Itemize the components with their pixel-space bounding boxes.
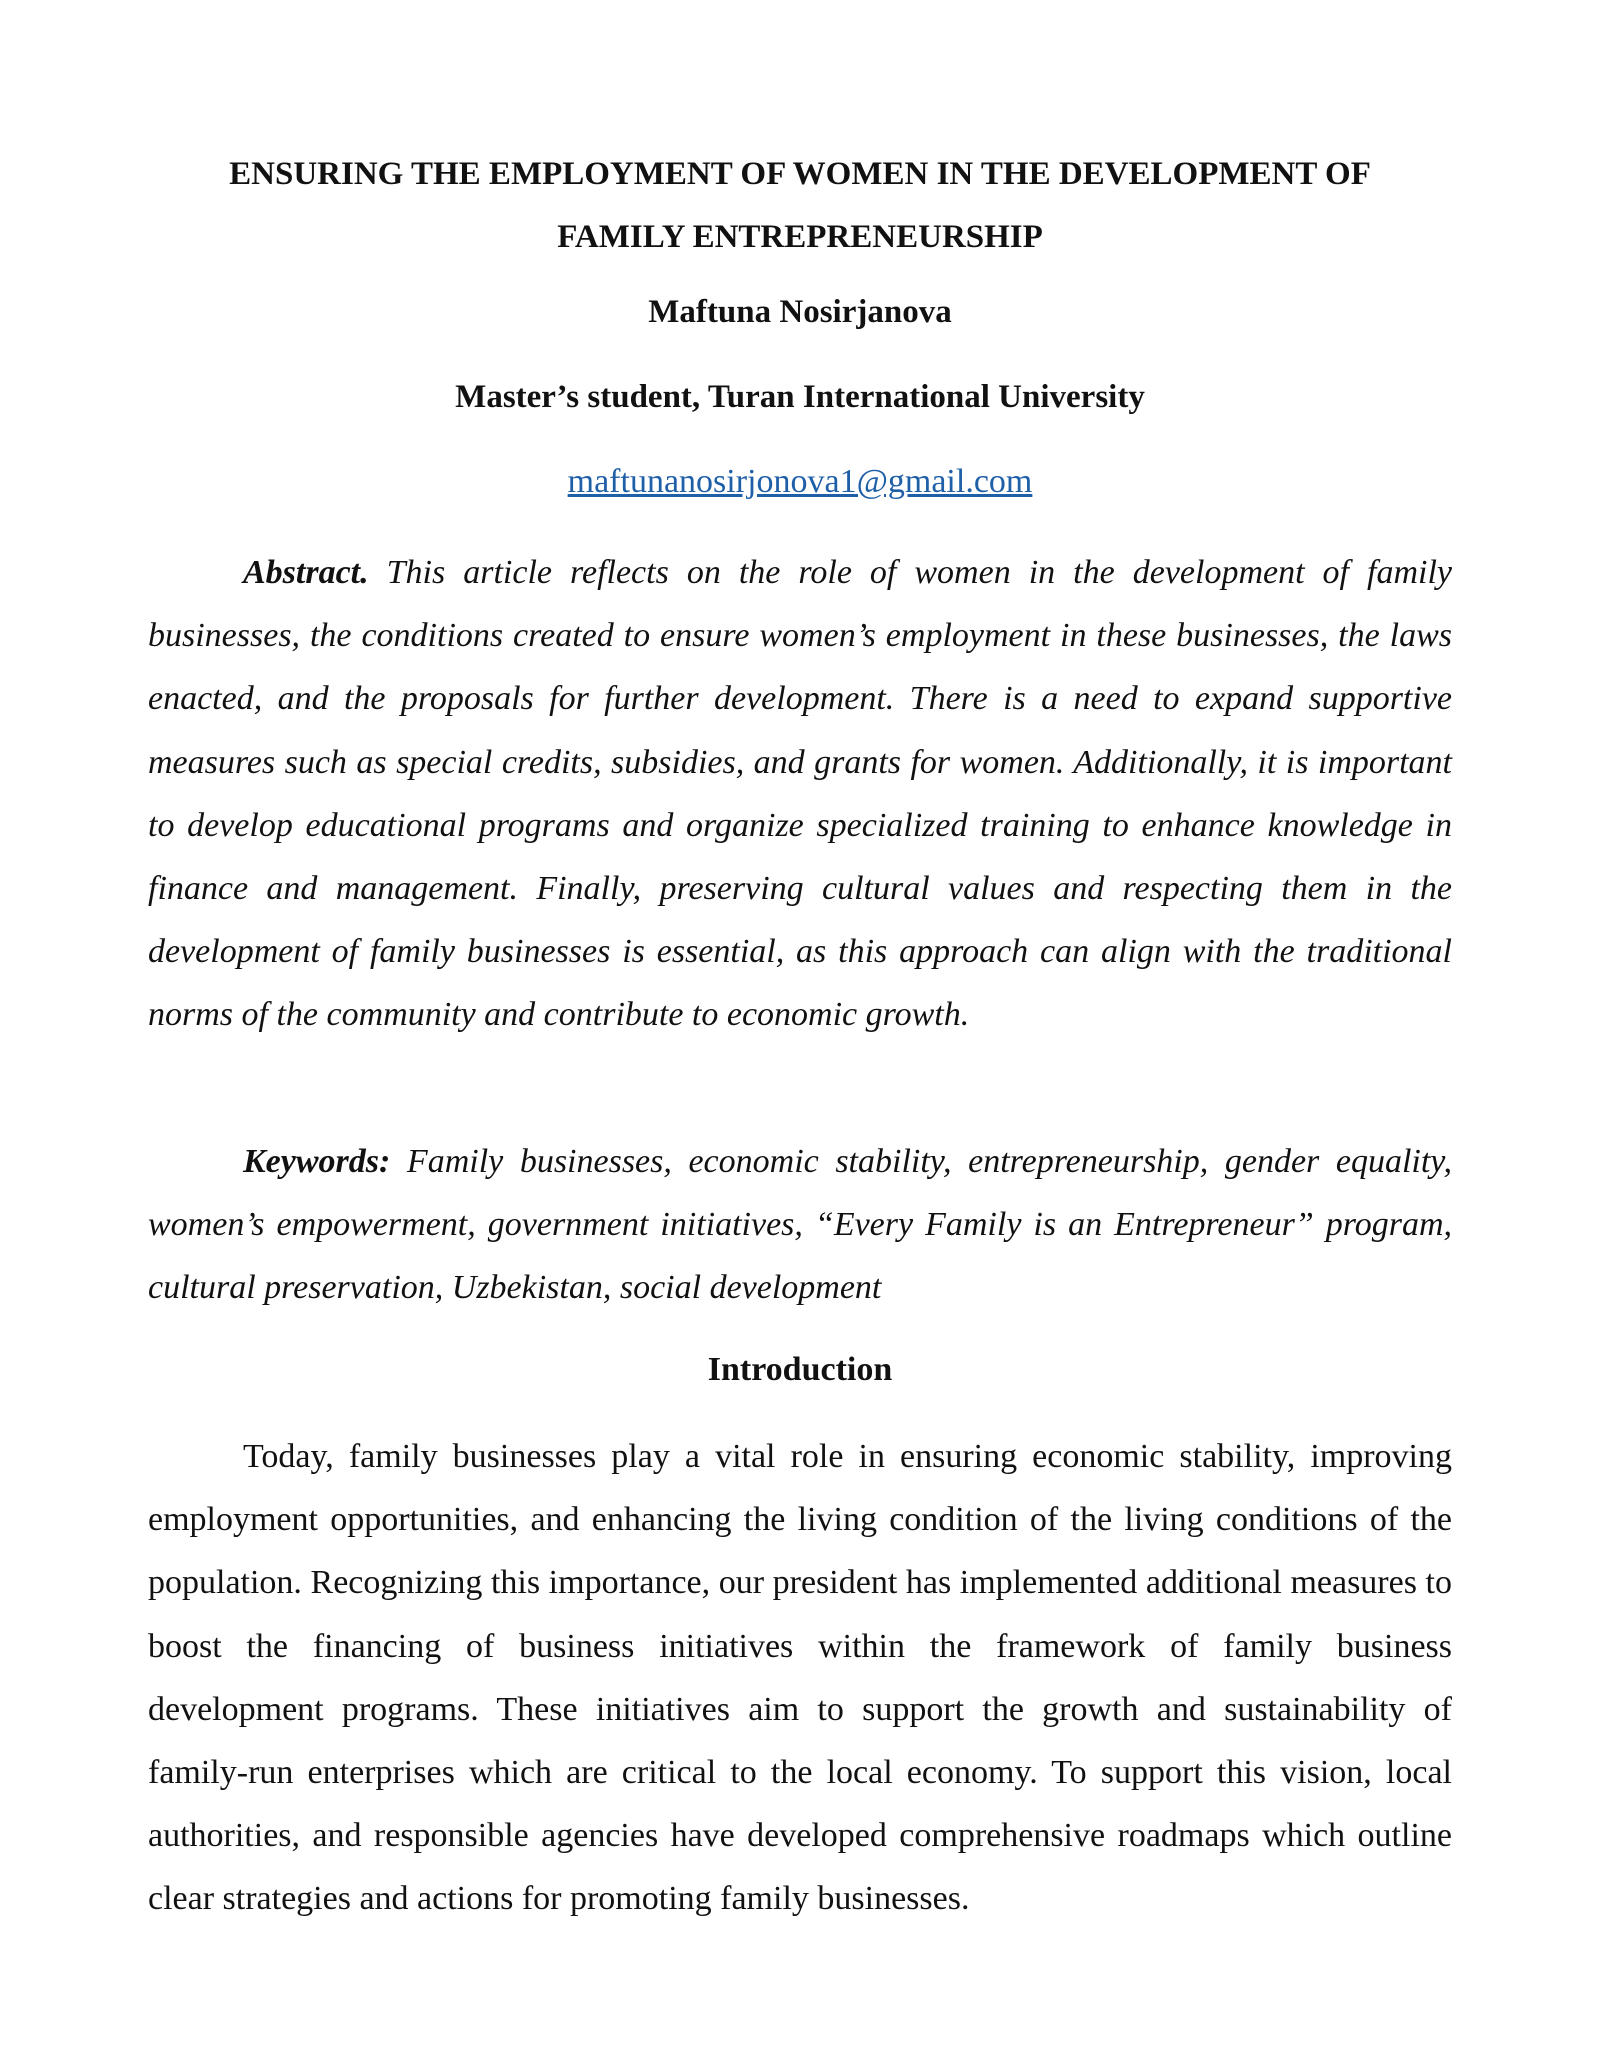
email-line — [148, 460, 1452, 504]
article-title-line-2: FAMILY ENTREPRENEURSHIP — [557, 219, 1043, 255]
keywords-label: Keywords: — [243, 1143, 391, 1180]
author-email-link[interactable]: maftunanosirjonova1@gmail.com — [567, 463, 1033, 500]
introduction-heading: Introduction — [707, 1351, 893, 1388]
abstract-label: Abstract. — [243, 554, 369, 591]
author-name: Maftuna Nosirjanova — [648, 294, 952, 330]
abstract-paragraph — [148, 541, 1452, 1047]
keywords-text: Family businesses, economic stability, entrepreneurship, gender equality, women’s empowerment, government initiatives, “Every Family is an Entrepreneur” program, cultural preservation, Uzbekistan, social development — [148, 1143, 1452, 1307]
keywords-paragraph — [148, 1130, 1452, 1320]
abstract-text: This article reflects on the role of women in the development of family businesses, the conditions created to ensure women’s employment in these businesses, the laws enacted, and the proposals for further development. There is a need to expand supportive measures such as special credits, subsidies, and grants for women. Additionally, it is important to develop educational programs and organize specialized training to enhance knowledge in finance and management. Finally, preserving cultural values and respecting them in the development of family businesses is essential, as this approach can align with the traditional norms of the community and contribute to economic growth. — [148, 554, 1453, 1034]
introduction-paragraph: Today, family businesses play a vital role in ensuring economic stability, improving employment opportunities, and enhancing the living condition of the living conditions of the population. Recognizing this importance, our president has implemented additional measures to boost the financing of business initiatives within the framework of family business development programs. These initiatives aim to support the growth and sustainability of family-run enterprises which are critical to the local economy. To support this vision, local authorities, and responsible agencies have developed comprehensive roadmaps which outline clear strategies and actions for promoting family businesses. — [148, 1438, 1452, 1918]
article-title-line-1: ENSURING THE EMPLOYMENT OF WOMEN IN THE DEVELOPMENT OF — [229, 156, 1371, 192]
article-title — [148, 143, 1452, 269]
author-affiliation: Master’s student, Turan International University — [455, 379, 1145, 415]
